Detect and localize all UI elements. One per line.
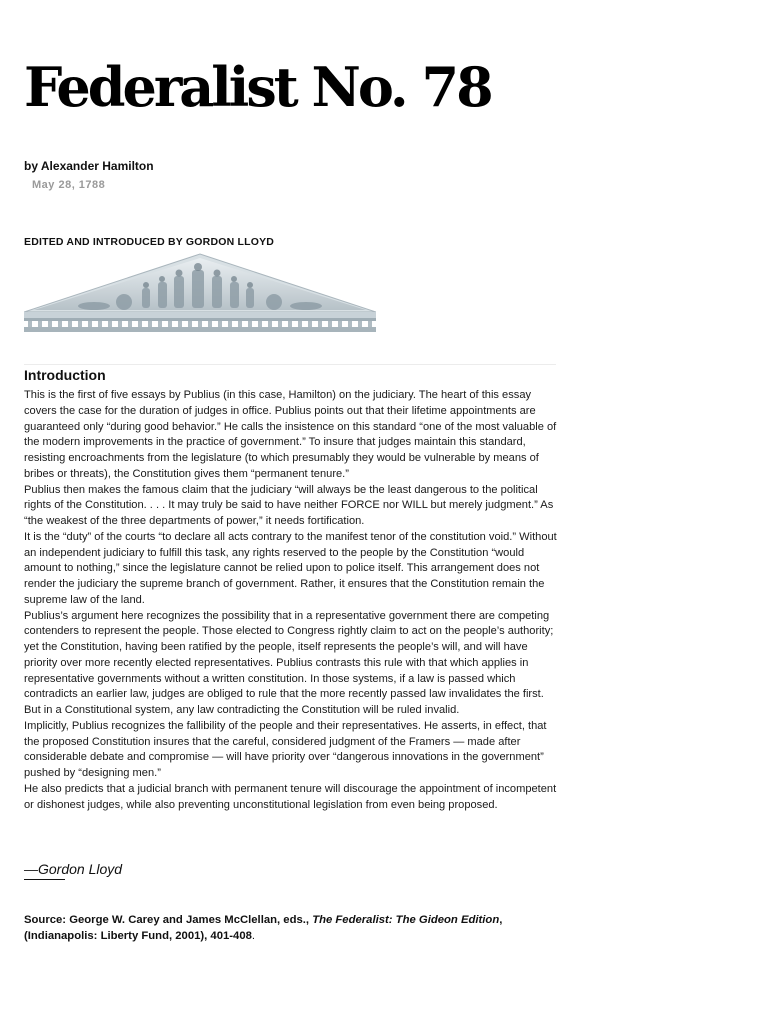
source-end: .: [251, 930, 256, 942]
introduction-paragraph: He also predicts that a judicial branch with permanent tenure will discourage the appointment of incompetent or dishonest judges, while also preventing unconstitutional legislation from even being proposed.: [24, 782, 557, 811]
introduction-paragraph: Implicitly, Publius recognizes the fallibility of the people and their representatives. He asserts, in effect, that the proposed Constitution insures that the careful, considered judgment of the Framers — made after considerable debate and compromise — will have priority over “dangerous innovations in the government” pushed by “designing men.”: [24, 719, 547, 779]
section-divider: [24, 364, 556, 365]
introduction-paragraph: Publius’s argument here recognizes the possibility that in a representative government there are competing contenders to represent the people. Those elected to Congress rightly claim to act on the people’s authority; yet the Constitution, having been ratified by the people, itself represents the people’s will, and will have priority over more recently elected representatives. Publius contrasts this rule with that which applies in representative governments without a written constitution. In those systems, if a law is passed which contradicts an earlier law, judges are obliged to rule that the more recently passed law invalidates the first. But in a Constitutional system, any law contradicting the Constitution will be ruled invalid.: [24, 609, 554, 716]
pediment-sculpture-image: [24, 252, 376, 332]
source-suffix: , (Indianapolis: Liberty Fund, 2001), 401-408: [24, 914, 503, 942]
source-citation: [24, 912, 564, 944]
introduction-paragraph: It is the “duty” of the courts “to declare all acts contrary to the manifest tenor of the constitution void.” Without an independent judiciary to fulfill this task, any rights reserved to the people by the Constitution “would amount to nothing,” since the legislature cannot be relied upon to police itself. This arrangement does not render the judiciary the supreme branch of government. Rather, it ensures that the Constitution remain the supreme law of the land.: [24, 530, 557, 606]
publication-date: May 28, 1788: [32, 179, 106, 191]
signature-underline: [24, 879, 65, 880]
editor-credit: EDITED AND INTRODUCED BY GORDON LLOYD: [24, 236, 275, 248]
author-byline: by Alexander Hamilton: [24, 159, 154, 173]
source-prefix: Source: George W. Carey and James McClellan, eds.,: [24, 914, 313, 926]
page-title: Federalist No. 78: [24, 55, 491, 119]
introduction-paragraph: Publius then makes the famous claim that the judiciary “will always be the least dangerous to the political rights of the Constitution. . . . It may truly be said to have neither FORCE nor WILL but merely judgment.” As “the weakest of the three departments of power,” it needs fortification.: [24, 483, 554, 527]
introduction-paragraph: This is the first of five essays by Publius (in this case, Hamilton) on the judiciary. The heart of this essay covers the case for the duration of judges in office. Publius points out that their lifetime appointments are guaranteed only “during good behavior.” He calls the insistence on this standard “one of the most valuable of the modern improvements in the practice of government.” To insure that judges maintain this standard, resisting encroachments from the legislature (to which presumably they would be vulnerable by means of bribes or threats), the Constitution gives them “permanent tenure.”: [24, 389, 557, 480]
introduction-body: [24, 388, 560, 813]
introduction-heading: Introduction: [24, 367, 106, 383]
editor-signature: —Gordon Lloyd: [24, 861, 123, 877]
source-book-title: The Federalist: The Gideon Edition: [312, 914, 500, 926]
